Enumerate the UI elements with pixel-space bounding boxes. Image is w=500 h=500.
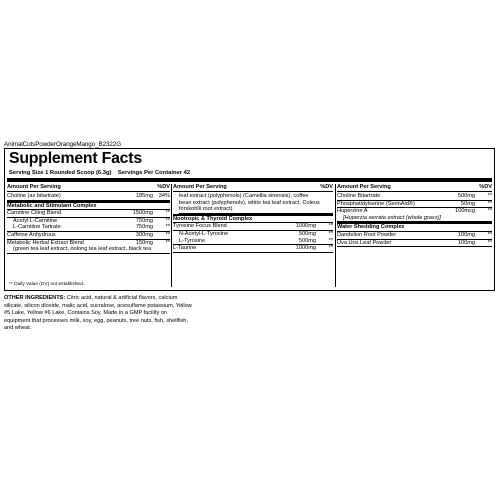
column-1 [7,184,170,254]
daily-value-footnote: ** Daily Value (DV) not established. [9,282,85,287]
nutrient-row: L-Tyrosine 500mg ** [173,238,333,246]
nutrient-row: N-Acetyl-L-Tyrosine 500mg ** [179,231,333,238]
blend-description: [Huperzia serrata extract (whole grass)] [337,215,492,223]
nutrient-row: Carnitine Citing Blend 1500mg ** [7,210,170,217]
servings-per-container: Servings Per Container 42 [117,170,191,176]
serving-info [9,170,190,176]
dv-header: %DV [479,184,492,190]
lot-code-label: AnimalCutsPowderOrangeMango_B2322G [4,141,122,148]
column-divider [171,184,172,287]
column-header [7,184,170,192]
column-divider [335,184,336,287]
nutrient-row: L-Carnitine Tartrate 750mg ** [7,224,170,232]
other-ingredients-label: OTHER INGREDIENTS: [4,295,66,301]
section-heading: Metabolic and Stimulant Complex [7,201,170,211]
nutrient-row: Metabolic Herbal Extract Blend 150mg ** [7,239,170,246]
other-ingredients [4,295,194,333]
column-2 [173,184,333,253]
dv-header: %DV [320,184,333,190]
nutrient-row: Dandelion Root Powder 100mg ** [337,232,492,239]
nutrient-row: L-Taurine 1000mg ** [173,245,333,252]
supplement-facts-panel [4,148,495,291]
nutrient-row: Huperzine A 100mcg ** [337,208,492,215]
nutrient-row: Choline Bitartrate 500mg ** [337,193,492,200]
column-header [173,184,333,192]
blend-description: leaf extract (polyphenols) (Camellia sinensis), coffee bean extract (polyphenols), white tea leaf extract, Coleus forskohlii root extract) [173,193,333,214]
section-heading: Water Shedding Complex [337,222,492,232]
nutrient-row: Tyrosine Focus Blend 1000mg ** [173,223,333,230]
heavy-divider [7,178,492,182]
dv-header: %DV [157,184,170,190]
column-header [337,184,492,192]
nutrient-row: Uva Ursi Leaf Powder 100mg ** [337,239,492,246]
other-ingredients-text: Citric acid, natural & artificial flavors, calcium silicate, silicon dioxide, malic acid, sucralose, acesulfame potassium, Yellow #5 Lake, Yellow #6 Lake. Contains Soy. Made in a GMP facility on equipment that processes milk, soy, egg, peanuts, tree nuts, fish, shellfish, and wheat. [4,295,192,332]
amount-header: Amount Per Serving [173,184,227,190]
blend-description: (green tea leaf extract, oolong tea leaf extract, black tea [7,246,170,254]
amount-header: Amount Per Serving [337,184,391,190]
nutrient-row: Choline (as bitartrate) 185mg 34% [7,193,170,200]
panel-title: Supplement Facts [9,150,142,167]
nutrient-row: Acetyl L-Carnitine 750mg ** [13,217,170,224]
serving-size: Serving Size 1 Rounded Scoop (6.3g) [9,170,112,176]
nutrient-row: Phosphatidylserine (SerinAid®) 50mg ** [337,200,492,207]
amount-header: Amount Per Serving [7,184,61,190]
section-heading: Nootropic & Thyroid Complex [173,214,333,224]
nutrient-row: Caffeine Anhydrous 300mg ** [7,232,170,239]
column-3 [337,184,492,247]
